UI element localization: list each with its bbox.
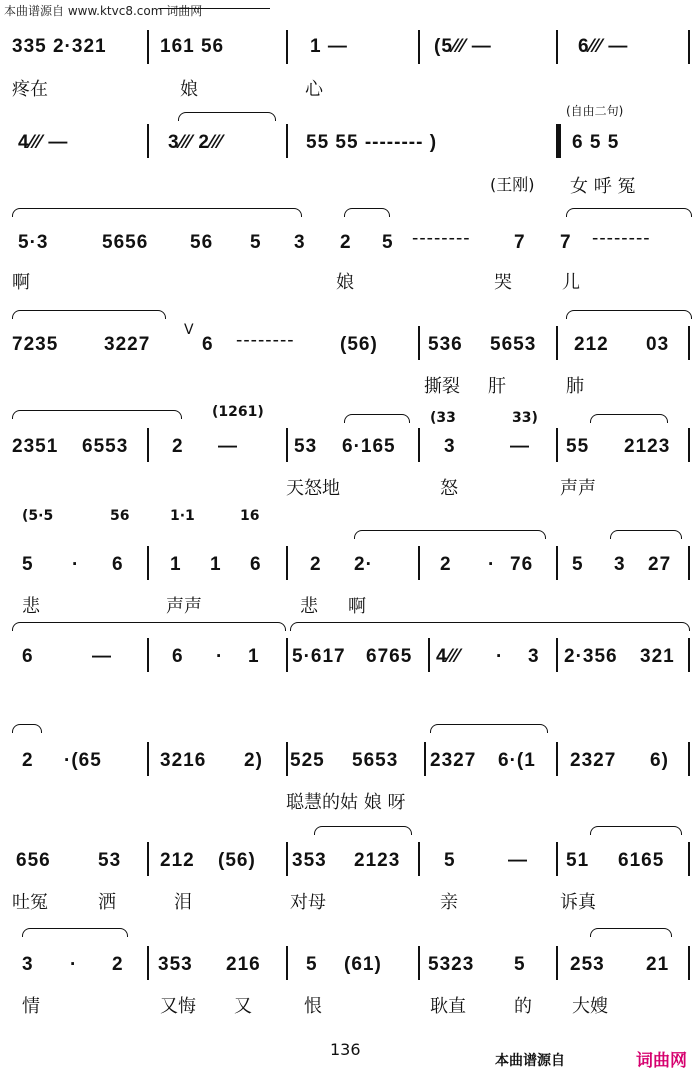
note-group: 56 [110,508,130,524]
note-group: 6 5 5 [572,132,620,153]
note-group: 1 [248,646,260,667]
lyric: 心 [305,79,323,100]
note-group: 1 [210,554,222,575]
lyric: 啊 [12,272,30,293]
note-group: 1 — [310,36,348,57]
note-group: 2123 [354,850,401,871]
lyric: 悲 [300,596,318,617]
lyric: 撕裂 [424,376,460,397]
note-group: 55 [566,436,590,457]
note-group: 1·1 [170,508,195,524]
note-group: (56) [218,850,256,871]
note-group: 5 [250,232,262,253]
note-group: 3216 [160,750,207,771]
note-group: -------- [412,228,471,249]
lyric: 天怒地 [286,478,340,499]
note-group: 53 [98,850,122,871]
note-group: 6 [202,334,214,355]
note-group: 5653 [490,334,537,355]
note-group: 2351 [12,436,59,457]
note-group: 2 [22,750,34,771]
note-group: 161 56 [160,36,225,57]
note-group: (56) [340,334,378,355]
note-group: 6·165 [342,436,396,457]
footer-brand: 本曲谱源自 [495,1053,565,1069]
note-group: 5656 [102,232,149,253]
note-group: 7235 [12,334,59,355]
note-group: 3 [444,436,456,457]
note-group: 4⁄⁄⁄ [436,646,461,667]
note-group: 7 [560,232,572,253]
lyric: 疼在 [12,79,48,100]
lyric: 娘 [336,272,354,293]
note-group: 656 [16,850,51,871]
note-group: 6 [250,554,262,575]
note-group: 33) [512,410,538,426]
note-group: 353 [158,954,193,975]
note-group: (5⁄⁄⁄ — [434,36,492,57]
lyric: 耿直 [430,996,466,1017]
note-group: 51 [566,850,590,871]
note-group: (33 [430,410,456,426]
lyric: 情 [22,996,40,1017]
note-group: 6) [650,750,669,771]
note-group: -------- [592,228,651,249]
lyric: 声声 [560,478,596,499]
note-group: 3 [614,554,626,575]
page-number: 136 [330,1040,361,1059]
note-group: 2 [340,232,352,253]
note-group: 216 [226,954,261,975]
note-group: (61) [344,954,382,975]
note-group: 6553 [82,436,129,457]
note-group: 212 [574,334,609,355]
lyric: 又 [234,996,252,1017]
note-group: 6 [112,554,124,575]
note-group: — [508,850,528,871]
note-group: 6⁄⁄⁄ — [578,36,629,57]
note-group: 55 55 -------- ) [306,132,438,153]
note-group: 3 [294,232,306,253]
note-group: 16 [240,508,260,524]
note-group: 6 [172,646,184,667]
lyric: 声声 [166,596,202,617]
note-group: 353 [292,850,327,871]
lyric: 对母 [290,892,326,913]
lyric: 亲 [440,892,458,913]
annotation-free-two: (自由二句) [566,104,624,118]
lyric: 聪慧的姑 娘 呀 [286,792,406,813]
lyric: 哭 [494,272,512,293]
note-group: 76 [510,554,534,575]
lyric: 啊 [348,596,366,617]
note-group: 5 [22,554,34,575]
note-group: — [510,436,530,457]
note-group: 5 [306,954,318,975]
lyric: 肝 [488,376,506,397]
lyric: 的 [514,996,532,1017]
note-group: 2123 [624,436,671,457]
note-group: 4⁄⁄⁄ — [18,132,69,153]
note-group: 525 [290,750,325,771]
note-group: (5·5 [22,508,54,524]
note-group: (1261) [212,404,264,420]
note-group: ·(65 [64,750,102,771]
note-group: 27 [648,554,672,575]
note-group: 2 [310,554,322,575]
note-group: 2) [244,750,263,771]
note-group: 2·356 [564,646,618,667]
note-group: 335 2·321 [12,36,107,57]
note-group: 2 [112,954,124,975]
note-group: 03 [646,334,670,355]
note-group: 5653 [352,750,399,771]
note-group: 6·(1 [498,750,536,771]
site-logo: 词曲网 [636,1051,687,1071]
note-group: 2· [354,554,373,575]
note-group: 7 [514,232,526,253]
note-group: 5323 [428,954,475,975]
note-group: 2327 [570,750,617,771]
note-group: · [70,954,78,975]
lyric: 娘 [180,79,198,100]
note-group: 5 [572,554,584,575]
lyric: 怒 [440,478,458,499]
note-group: 53 [294,436,318,457]
note-group: 3⁄⁄⁄ 2⁄⁄⁄ [168,132,223,153]
note-group: 56 [190,232,214,253]
lyric: 洒 [98,892,116,913]
lyric: 又悔 [160,996,196,1017]
note-group: 2 [172,436,184,457]
lyric: 恨 [304,996,322,1017]
singer-label: (王刚) [490,175,535,194]
lyric: 大嫂 [572,996,608,1017]
note-group: 3227 [104,334,151,355]
note-group: 21 [646,954,670,975]
note-group: — [92,646,112,667]
note-group: 5·3 [18,232,49,253]
note-group: 5 [382,232,394,253]
lyric: 肺 [566,376,584,397]
lyric: 诉真 [560,892,596,913]
note-group: · [488,554,496,575]
note-group: 5 [514,954,526,975]
watermark: 本曲谱源自 www.ktvc8.com 词曲网 [4,4,203,18]
note-group: 6765 [366,646,413,667]
note-group: 2327 [430,750,477,771]
lyric: 泪 [174,892,192,913]
note-group: -------- [236,330,295,351]
note-group: 3 [528,646,540,667]
note-group: 212 [160,850,195,871]
note-group: · [216,646,224,667]
note-group: · [496,646,504,667]
note-group: 5 [444,850,456,871]
note-group: — [218,436,238,457]
note-group: 536 [428,334,463,355]
note-group: 1 [170,554,182,575]
note-group: 6165 [618,850,665,871]
note-group: 253 [570,954,605,975]
lyric: 悲 [22,596,40,617]
note-group: 321 [640,646,675,667]
note-group: 5·617 [292,646,346,667]
note-group: 6 [22,646,34,667]
lyric: 女 呼 冤 [570,176,636,197]
lyric: 吐冤 [12,892,48,913]
note-group: 2 [440,554,452,575]
note-group: 3 [22,954,34,975]
lyric: 儿 [562,272,580,293]
note-group: · [72,554,80,575]
